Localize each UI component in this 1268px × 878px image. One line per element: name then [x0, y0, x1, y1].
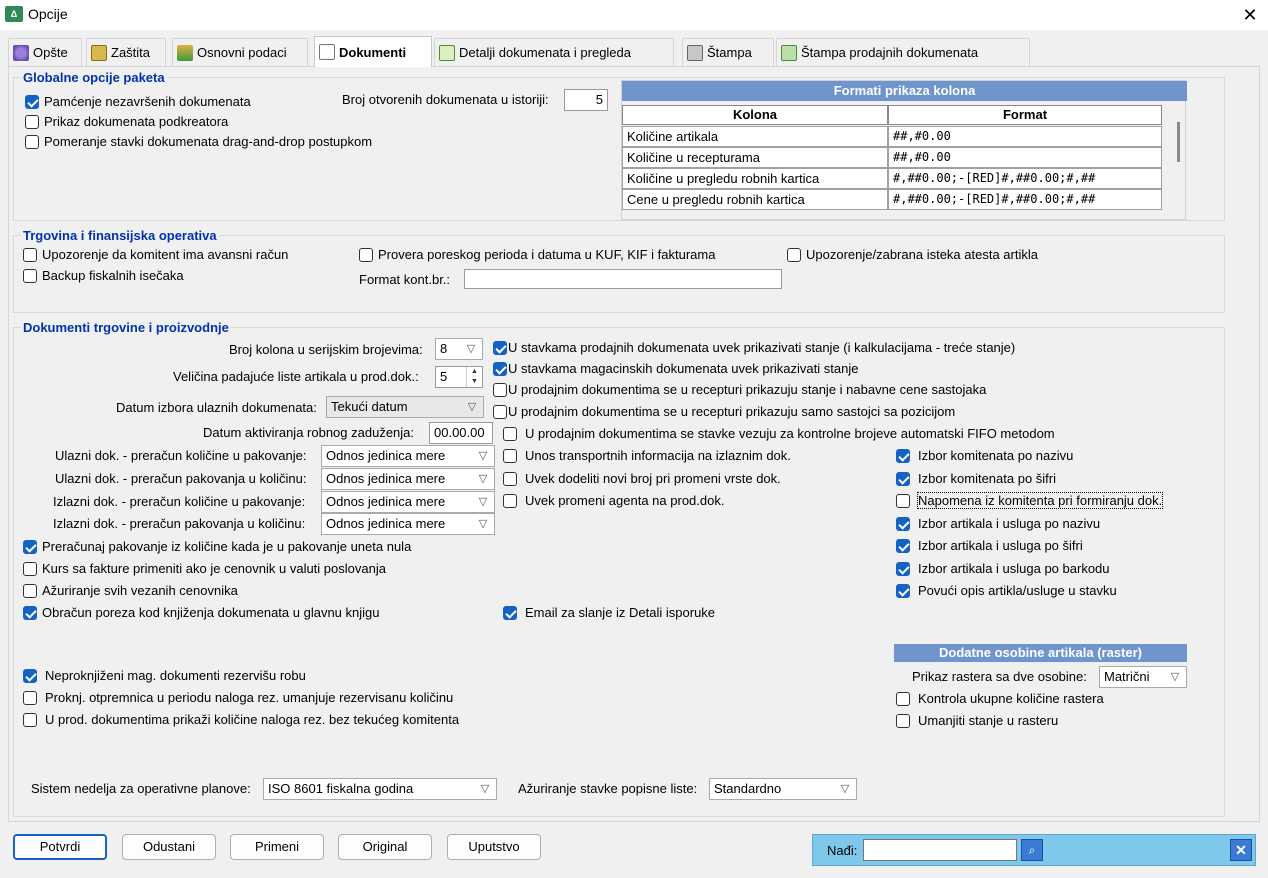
spinner-value: 5	[440, 369, 448, 384]
tab-label: Detalji dokumenata i pregleda	[459, 45, 631, 60]
format-row-column: Količine u recepturama	[622, 147, 888, 168]
select-value: Matrični	[1104, 669, 1150, 684]
checkbox-box[interactable]	[503, 427, 517, 441]
tab-label: Opšte	[33, 45, 68, 60]
checkbox-artikal-naziv[interactable]	[896, 516, 1100, 531]
checkbox-label: Pomeranje stavki dokumenata drag-and-drop postupkom	[44, 134, 373, 149]
search-icon[interactable]: ⌕	[1021, 839, 1043, 861]
tab-osnovni-podaci[interactable]	[172, 38, 308, 66]
conv-label: Ulazni dok. - preračun pakovanja u količinu:	[55, 471, 307, 486]
checkbox-preracunaj-pakovanje[interactable]	[23, 539, 411, 554]
checkbox-azuriranje-cenovnika[interactable]	[23, 583, 238, 598]
checkbox-label: Povući opis artikla/usluge u stavku	[918, 583, 1117, 598]
conv-select-ulazni-pak[interactable]	[321, 468, 495, 490]
checkbox-label: U prodajnim dokumentima se u recepturi prikazuju stanje i nabavne cene sastojaka	[508, 382, 987, 397]
format-row-column: Količine artikala	[622, 126, 888, 147]
chevron-down-icon: ▽	[467, 401, 477, 413]
window-title: Opcije	[28, 6, 68, 22]
close-icon[interactable]: ✕	[1230, 839, 1252, 861]
checkbox-stanje-magacinskih[interactable]	[493, 361, 858, 376]
tab-opste[interactable]	[8, 38, 82, 66]
checkbox-promeni-agenta[interactable]	[503, 493, 724, 508]
group-title: Globalne opcije paketa	[23, 70, 165, 85]
checkbox-box[interactable]	[896, 472, 910, 486]
checkbox-box[interactable]	[359, 248, 373, 262]
select-value: 8	[440, 341, 448, 356]
find-bar	[812, 834, 1256, 866]
help-button[interactable]: Uputstvo	[447, 834, 541, 860]
checkbox-label: Uvek promeni agenta na prod.dok.	[525, 493, 725, 508]
conv-label: Ulazni dok. - preračun količine u pakovanje:	[55, 448, 307, 463]
checkbox-label: Ažuriranje svih vezanih cenovnika	[42, 583, 238, 598]
checkbox-label: Izbor artikala i usluga po nazivu	[918, 516, 1101, 531]
chevron-down-icon: ▽	[480, 783, 490, 795]
checkbox-box[interactable]	[896, 517, 910, 531]
format-row-value[interactable]: ##,#0.00	[888, 126, 1162, 147]
printer-icon	[687, 45, 703, 61]
tab-stampa[interactable]	[682, 38, 774, 66]
checkbox-box[interactable]	[896, 584, 910, 598]
format-kont-label: Format kont.br.:	[359, 272, 451, 287]
chevron-down-icon: ▽	[478, 496, 488, 508]
dropdown-size-label: Veličina padajuće liste artikala u prod.dok.:	[173, 369, 419, 384]
formats-scrollbar[interactable]	[1177, 122, 1180, 162]
select-value: Tekući datum	[331, 399, 408, 414]
activation-date-label: Datum aktiviranja robnog zaduženja:	[203, 425, 415, 440]
checkbox-box[interactable]	[896, 562, 910, 576]
close-window-button[interactable]: ✕	[1242, 5, 1258, 25]
chevron-down-icon: ▽	[478, 450, 488, 462]
format-row-column: Cene u pregledu robnih kartica	[622, 189, 888, 210]
checkbox-box[interactable]	[23, 584, 37, 598]
find-input[interactable]	[863, 839, 1017, 861]
select-value: Odnos jedinica mere	[326, 448, 446, 463]
checkbox-label: Neproknjiženi mag. dokumenti rezervišu robu	[45, 668, 306, 683]
tab-label: Zaštita	[111, 45, 151, 60]
checkbox-fifo[interactable]	[503, 426, 1055, 441]
title-bar	[0, 0, 1268, 30]
checkbox-box[interactable]	[23, 562, 37, 576]
checkbox-komitent-naziv[interactable]	[896, 448, 1073, 463]
checkbox-label: U stavkama magacinskih dokumenata uvek prikazivati stanje	[508, 361, 859, 376]
checkbox-box[interactable]	[23, 248, 37, 262]
checkbox-box[interactable]	[23, 540, 37, 554]
checkbox-label: Uvek dodeliti novi broj pri promeni vrste dok.	[525, 471, 781, 486]
dropdown-size-spinner[interactable]	[435, 366, 483, 388]
checkbox-rezervisu-robu[interactable]	[23, 668, 306, 683]
checkbox-poreski-period[interactable]	[359, 247, 715, 262]
checkbox-email-isporuke[interactable]	[503, 605, 715, 620]
checkbox-label: U prodajnim dokumentima se u recepturi prikazuju samo sastojci sa pozicijom	[508, 404, 956, 419]
checkbox-label: Napomena iz komitenta pri formiranju dok.	[918, 493, 1163, 508]
checkbox-obracun-poreza[interactable]	[23, 605, 380, 620]
conv-label: Izlazni dok. - preračun količine u pakovanje:	[53, 494, 306, 509]
checkbox-stanje-prodajnih[interactable]	[493, 340, 1015, 355]
select-value: ISO 8601 fiskalna godina	[268, 781, 414, 796]
details-icon	[439, 45, 455, 61]
checkbox-box[interactable]	[896, 449, 910, 463]
spinner-arrows-icon[interactable]: ▲ ▼	[466, 367, 482, 387]
checkbox-box[interactable]	[23, 269, 37, 283]
checkbox-box[interactable]	[787, 248, 801, 262]
checkbox-box[interactable]	[896, 494, 910, 508]
tab-stampa-prodajnih[interactable]	[776, 38, 1030, 66]
checkbox-otpremnica-rezervacija[interactable]	[23, 690, 453, 705]
apply-button[interactable]: Primeni	[230, 834, 324, 860]
checkbox-artikal-sifra[interactable]	[896, 538, 1083, 553]
original-button[interactable]: Original	[338, 834, 432, 860]
checkbox-box[interactable]	[896, 714, 910, 728]
entry-date-label: Datum izbora ulaznih dokumenata:	[116, 400, 317, 415]
checkbox-box[interactable]	[503, 449, 517, 463]
printer-green-icon	[781, 45, 797, 61]
chevron-down-icon: ▽	[1170, 671, 1180, 683]
select-value: Standardno	[714, 781, 782, 796]
tab-label: Dokumenti	[339, 44, 407, 60]
format-row-value[interactable]: ##,#0.00	[888, 147, 1162, 168]
checkbox-box[interactable]	[896, 692, 910, 706]
checkbox-kurs-fakture[interactable]	[23, 561, 386, 576]
checkbox-avansni-racun[interactable]	[23, 247, 288, 262]
checkbox-label: Provera poreskog perioda i datuma u KUF, KIF i fakturama	[378, 247, 716, 262]
format-row-value[interactable]: #,##0.00;-[RED]#,##0.00;#,##	[888, 168, 1162, 189]
checkbox-drag-drop[interactable]	[25, 134, 372, 149]
checkbox-opis-artikla[interactable]	[896, 583, 1117, 598]
tab-panel-dokumenti	[8, 66, 1260, 822]
checkbox-label: Kontrola ukupne količine rastera	[918, 691, 1104, 706]
group-title: Dokumenti trgovine i proizvodnje	[23, 320, 229, 335]
checkbox-box[interactable]	[25, 95, 39, 109]
checkbox-box[interactable]	[25, 135, 39, 149]
tab-label: Osnovni podaci	[197, 45, 287, 60]
checkbox-label: Pamćenje nezavršenih dokumenata	[44, 94, 251, 109]
document-icon	[319, 44, 335, 60]
database-icon	[177, 45, 193, 61]
serial-cols-label: Broj kolona u serijskim brojevima:	[229, 342, 423, 357]
checkbox-label: Upozorenje da komitent ima avansni račun	[42, 247, 289, 262]
checkbox-label: U stavkama prodajnih dokumenata uvek prikazivati stanje (i kalkulacijama - treće stanje)	[508, 340, 1016, 355]
checkbox-label: Email za slanje iz Detali isporuke	[525, 605, 716, 620]
checkbox-box[interactable]	[493, 405, 507, 419]
checkbox-receptura-nabavne[interactable]	[493, 382, 986, 397]
checkbox-box[interactable]	[493, 383, 507, 397]
checkbox-transport[interactable]	[503, 448, 791, 463]
week-system-select[interactable]	[263, 778, 497, 800]
select-value: Odnos jedinica mere	[326, 471, 446, 486]
history-input[interactable]: 5	[564, 89, 608, 111]
checkbox-novi-broj[interactable]	[503, 471, 781, 486]
checkbox-label: U prodajnim dokumentima se stavke vezuju za kontrolne brojeve automatski FIFO metodom	[525, 426, 1055, 441]
formats-table-title: Formati prikaza kolona	[622, 81, 1187, 101]
week-system-label: Sistem nedelja za operativne planove:	[31, 781, 251, 796]
tab-label: Štampa prodajnih dokumenata	[801, 45, 979, 60]
checkbox-label: Proknj. otpremnica u periodu naloga rez. umanjuje rezervisanu količinu	[45, 690, 454, 705]
checkbox-box[interactable]	[493, 341, 507, 355]
cancel-button[interactable]: Odustani	[122, 834, 216, 860]
column-header-format: Format	[888, 105, 1162, 125]
inventory-select[interactable]	[709, 778, 857, 800]
checkbox-box[interactable]	[503, 494, 517, 508]
checkbox-box[interactable]	[23, 669, 37, 683]
format-row-value[interactable]: #,##0.00;-[RED]#,##0.00;#,##	[888, 189, 1162, 210]
checkbox-label: Preračunaj pakovanje iz količine kada je u pakovanje uneta nula	[42, 539, 412, 554]
checkbox-box[interactable]	[23, 606, 37, 620]
tab-zastita[interactable]	[86, 38, 166, 66]
tab-dokumenti[interactable]	[314, 36, 432, 67]
activation-date-input[interactable]: 00.00.00	[429, 422, 493, 444]
checkbox-label: Unos transportnih informacija na izlaznim dok.	[525, 448, 791, 463]
lock-icon	[91, 45, 107, 61]
checkbox-box[interactable]	[503, 472, 517, 486]
checkbox-artikal-barkod[interactable]	[896, 561, 1110, 576]
select-value: Odnos jedinica mere	[326, 494, 446, 509]
checkbox-box[interactable]	[493, 362, 507, 376]
select-value: Odnos jedinica mere	[326, 516, 446, 531]
checkbox-umanjiti-stanje[interactable]	[896, 713, 1058, 728]
checkbox-atest-artikla[interactable]	[787, 247, 1038, 262]
group-title: Trgovina i finansijska operativa	[23, 228, 217, 243]
checkbox-receptura-pozicija[interactable]	[493, 404, 955, 419]
checkbox-label: Izbor artikala i usluga po barkodu	[918, 561, 1110, 576]
checkbox-backup-fiskalnih[interactable]	[23, 268, 184, 283]
checkbox-kontrola-rastera[interactable]	[896, 691, 1104, 706]
chevron-down-icon: ▽	[478, 518, 488, 530]
conv-label: Izlazni dok. - preračun pakovanja u količinu:	[53, 516, 306, 531]
chevron-down-icon: ▽	[466, 343, 476, 355]
checkbox-pamcenje[interactable]	[25, 94, 251, 109]
conv-select-izlazni-kol[interactable]	[321, 491, 495, 513]
tab-bar	[0, 36, 1268, 66]
checkbox-label: Izbor artikala i usluga po šifri	[918, 538, 1083, 553]
confirm-button[interactable]: Potvrdi	[13, 834, 107, 860]
checkbox-label: Upozorenje/zabrana isteka atesta artikla	[806, 247, 1038, 262]
checkbox-box[interactable]	[503, 606, 517, 620]
checkbox-label: Prikaz dokumenata podkreatora	[44, 114, 229, 129]
entry-date-select[interactable]	[326, 396, 484, 418]
history-label: Broj otvorenih dokumenata u istoriji:	[342, 92, 549, 107]
raster-display-select[interactable]	[1099, 666, 1187, 688]
conv-select-izlazni-pak[interactable]	[321, 513, 495, 535]
checkbox-komitent-sifra[interactable]	[896, 471, 1056, 486]
column-header-kolona: Kolona	[622, 105, 888, 125]
raster-display-label: Prikaz rastera sa dve osobine:	[912, 669, 1087, 684]
checkbox-label: U prod. dokumentima prikaži količine naloga rez. bez tekućeg komitenta	[45, 712, 460, 727]
checkbox-label: Izbor komitenata po šifri	[918, 471, 1057, 486]
checkbox-label: Obračun poreza kod knjiženja dokumenata u glavnu knjigu	[42, 605, 380, 620]
conv-select-ulazni-kol[interactable]	[321, 445, 495, 467]
format-row-column: Količine u pregledu robnih kartica	[622, 168, 888, 189]
checkbox-label: Umanjiti stanje u rasteru	[918, 713, 1059, 728]
checkbox-label: Izbor komitenata po nazivu	[918, 448, 1074, 463]
raster-section-title: Dodatne osobine artikala (raster)	[894, 644, 1187, 662]
chevron-down-icon: ▽	[840, 783, 850, 795]
checkbox-box[interactable]	[896, 539, 910, 553]
checkbox-box[interactable]	[25, 115, 39, 129]
gear-icon	[13, 45, 29, 61]
tab-detalji[interactable]	[434, 38, 674, 66]
find-label: Nađi:	[827, 843, 858, 858]
checkbox-prikaz-podkreatora[interactable]	[25, 114, 228, 129]
format-kont-input[interactable]	[464, 269, 782, 289]
app-logo-icon: Δ	[5, 6, 23, 22]
formats-table	[621, 80, 1186, 220]
tab-label: Štampa	[707, 45, 752, 60]
serial-cols-select[interactable]	[435, 338, 483, 360]
chevron-down-icon: ▽	[478, 473, 488, 485]
inventory-label: Ažuriranje stavke popisne liste:	[518, 781, 698, 796]
checkbox-napomena-komitenta[interactable]	[896, 493, 1162, 508]
checkbox-box[interactable]	[23, 713, 37, 727]
checkbox-label: Backup fiskalnih isečaka	[42, 268, 184, 283]
checkbox-label: Kurs sa fakture primeniti ako je cenovnik u valuti poslovanja	[42, 561, 386, 576]
checkbox-box[interactable]	[23, 691, 37, 705]
checkbox-prikazi-kolicine-naloga[interactable]	[23, 712, 459, 727]
